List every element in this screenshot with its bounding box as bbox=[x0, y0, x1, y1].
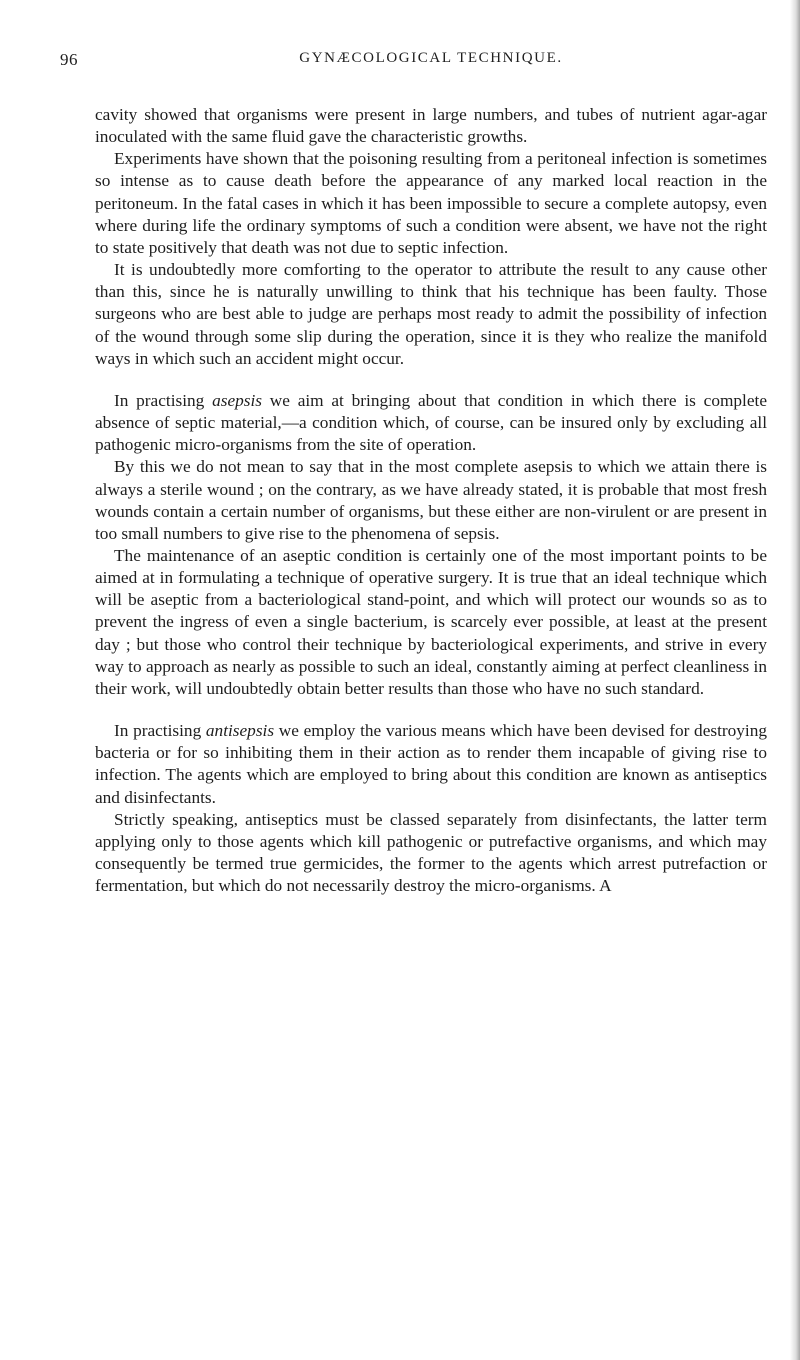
paragraph-7: In practising antisepsis we employ the various means which have been devised for destroying bacteria or for so inhibiting them in their action as to render them incapable of giving rise to infection. The agents which are employed to bring about this condition are known as antiseptics and disinfectants. bbox=[95, 721, 768, 807]
term-asepsis: asepsis bbox=[212, 390, 263, 410]
paragraph-4: In practising asepsis we aim at bringing about that condition in which there is complete absence of septic material,—a condition which, of course, can be insured only by excluding all pathogenic micro-organisms from the site of operation. bbox=[95, 390, 767, 455]
page-edge-shadow bbox=[790, 0, 800, 1360]
book-page bbox=[60, 50, 768, 897]
paragraph-3: It is undoubtedly more comforting to the operator to attribute the result to any cause other than this, since he is naturally unwilling to think that his technique has been faulty. Those surgeons who are best able to judge are perhaps most ready to admit the possibility of infection of the wound through some slip during the operation, since it is they who realize the manifold ways in which such an accident might occur. bbox=[95, 260, 767, 368]
term-antisepsis: antisepsis bbox=[205, 721, 275, 741]
paragraph-2: Experiments have shown that the poisoning resulting from a peritoneal infection is sometimes so intense as to cause death before the appearance of any marked local reaction in the peritoneum. In the fatal cases in which it has been impossible to secure a complete autopsy, even where during life the ordinary symptoms of such a condition were absent, we have not the right to state positively that death was not due to septic infection. bbox=[95, 149, 767, 257]
paragraph-6: The maintenance of an aseptic condition is certainly one of the most important points to be aimed at in formulating a technique of operative surgery. It is true that an ideal technique which will be aseptic from a bacteriological stand-point, and which will protect our wounds so as to prevent the ingress of even a single bacterium, is scarcely ever possible, at least at the present day ; but those who control their technique by bacteriological experiments, and strive in every way to approach as nearly as possible to such an ideal, constantly aiming at perfect cleanliness in their work, will undoubtedly obtain better results than those who have no such standard. bbox=[95, 545, 767, 698]
paragraph-1: cavity showed that organisms were present in large numbers, and tubes of nutrient agar-agar inoculated with the same fluid gave the characteristic growths. bbox=[95, 105, 767, 147]
paragraph-5: By this we do not mean to say that in the most complete asepsis to which we attain there is always a sterile wound ; on the contrary, as we have already stated, it is probable that most fresh wounds contain a certain number of organisms, but these either are non-virulent or are present in too small numbers to give rise to the phenomena of sepsis. bbox=[95, 457, 767, 543]
paragraph-8: Strictly speaking, antiseptics must be classed separately from disinfectants, the latter term applying only to those agents which kill pathogenic or putrefactive organisms, and which may consequently be termed true germicides, the former to the agents which arrest putrefaction or fermentation, but which do not necessarily destroy the micro-organisms. A bbox=[95, 809, 767, 896]
running-head bbox=[60, 50, 767, 76]
page-number: 96 bbox=[60, 50, 78, 69]
running-head-title: GYNÆCOLOGICAL TECHNIQUE. bbox=[299, 50, 563, 66]
